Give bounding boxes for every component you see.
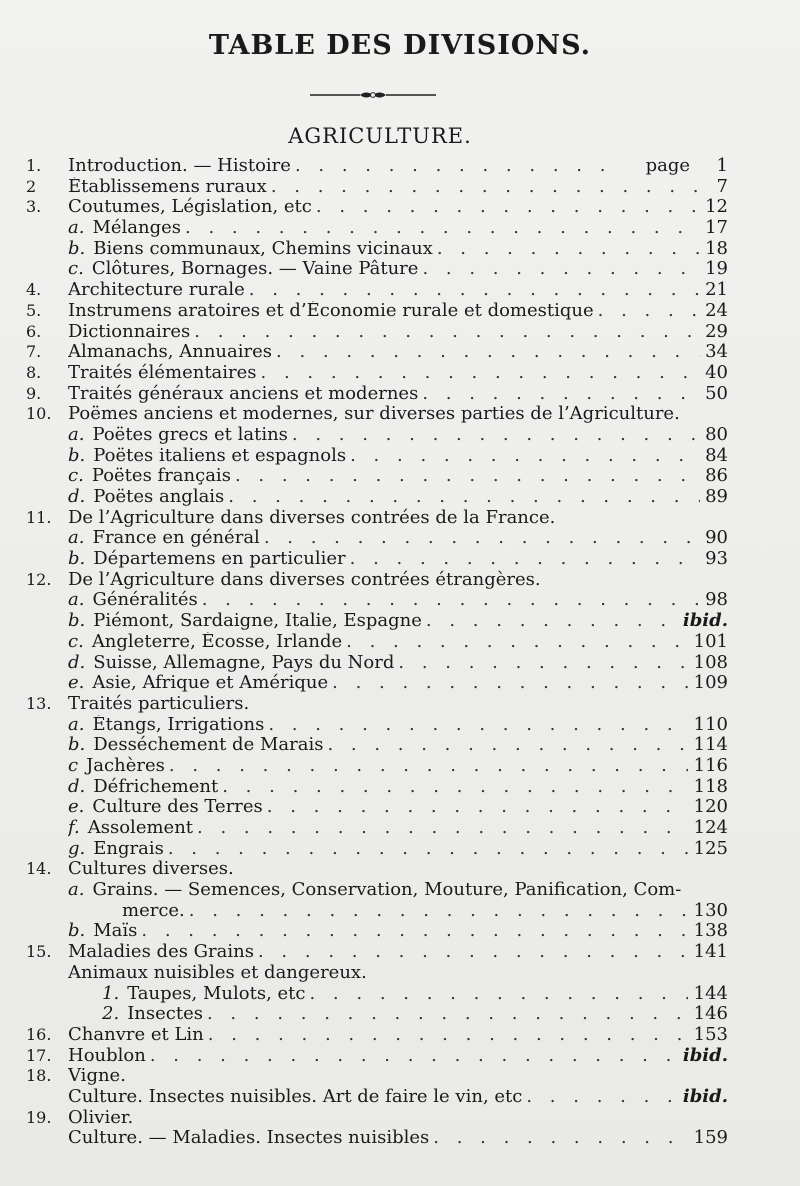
toc-row: [0, 963, 800, 984]
toc-entry-title: Traités généraux anciens et modernes: [68, 383, 419, 404]
toc-entry: [68, 280, 700, 301]
toc-entry: [68, 859, 760, 880]
page-number: 90: [705, 527, 728, 549]
toc-entry: [102, 984, 688, 1005]
page-number: 34: [705, 341, 728, 363]
toc-entry-number: 12.: [26, 569, 52, 589]
page-number: 153: [693, 1023, 728, 1045]
toc-entry: [68, 632, 688, 653]
page-number: 19: [705, 258, 728, 280]
toc-entry-title: Traités particuliers.: [68, 693, 250, 714]
toc-row: [0, 487, 800, 508]
toc-row: [0, 301, 800, 322]
toc-entry: [68, 756, 688, 777]
toc-subentry-letter: c.: [68, 466, 84, 487]
dot-leader: [272, 342, 700, 363]
page-number: 24: [705, 299, 728, 321]
page-number: 50: [705, 382, 728, 404]
toc-row: [0, 590, 800, 611]
toc-subentry-letter: b.: [68, 611, 86, 632]
toc-entry-number: 8.: [26, 362, 42, 382]
toc-entry-number: 18.: [26, 1066, 52, 1086]
toc-entry: [68, 197, 700, 218]
toc-entry-title: France en général: [92, 528, 260, 549]
toc-subentry-letter: d.: [68, 652, 86, 673]
toc-subentry-letter: e.: [68, 797, 85, 818]
toc-entry: [68, 549, 700, 570]
toc-row: [0, 363, 800, 384]
toc-entry-number: 1.: [26, 156, 42, 175]
toc-entry-title: Poëtes italiens et espagnols: [93, 445, 347, 466]
toc-entry-number: 17.: [26, 1045, 52, 1065]
toc-entry-title: Introduction. — Histoire: [68, 156, 291, 176]
dot-leader: [260, 528, 700, 549]
toc-entry-title: Taupes, Mulots, etc: [127, 983, 306, 1004]
dot-leader: [312, 197, 700, 218]
ornament-divider: [310, 88, 436, 102]
toc-entry: [68, 797, 688, 818]
toc-entry: [68, 673, 688, 694]
toc-row: [0, 384, 800, 405]
toc-entry: [68, 1108, 760, 1129]
toc-entry-number: 15.: [26, 942, 52, 962]
toc-entry: [68, 1066, 760, 1087]
toc-row: [0, 259, 800, 280]
dot-leader: [429, 1128, 688, 1149]
dot-leader: [146, 1046, 676, 1067]
toc-entry: [68, 259, 700, 280]
toc-entry-title: Départemens en particulier: [93, 549, 346, 570]
dot-leader: [328, 673, 688, 694]
toc-entry-title: Insectes: [127, 1004, 203, 1025]
toc-entry: [68, 508, 760, 529]
toc-row: [0, 859, 800, 880]
toc-row: [0, 735, 800, 756]
toc-entry-title: De l’Agriculture dans diverses contrées de la France.: [68, 507, 556, 528]
page-number: 21: [705, 279, 728, 301]
toc-row: [0, 632, 800, 653]
page-number: 17: [705, 217, 728, 239]
dot-leader: [342, 632, 688, 653]
page-number: 109: [693, 672, 728, 694]
toc-entry-number: 2: [26, 176, 37, 196]
toc-entry-title: Houblon: [68, 1045, 146, 1066]
toc-entry: [68, 715, 688, 736]
toc-entry: [68, 777, 688, 798]
toc-entry-title: Instrumens aratoires et d’Économie rurale et domestique: [68, 300, 594, 321]
toc-entry: [68, 880, 760, 901]
dot-leader: [418, 384, 700, 405]
toc-subentry-letter: b.: [68, 735, 86, 756]
dot-leader: [245, 280, 700, 301]
page-number: 146: [693, 1003, 728, 1025]
toc-entry-title: Culture. — Maladies. Insectes nuisibles: [68, 1128, 430, 1149]
toc-entry-number: 6.: [26, 321, 42, 341]
toc-row: [0, 611, 800, 632]
page-title: TABLE DES DIVISIONS.: [208, 30, 592, 61]
page-number: 29: [705, 320, 728, 342]
toc-entry: [68, 839, 688, 860]
toc-entry: [68, 1025, 688, 1046]
toc-row: [0, 528, 800, 549]
toc-entry-number: 11.: [26, 507, 52, 527]
toc-row: [0, 322, 800, 343]
dot-leader: [305, 984, 688, 1005]
toc-row: [0, 777, 800, 798]
toc-row: [0, 694, 800, 715]
toc-row: [0, 1128, 800, 1149]
dot-leader: [418, 259, 700, 280]
toc-entry-title: Engrais: [93, 838, 164, 859]
toc-entry-number: 10.: [26, 404, 52, 424]
page-number: 110: [693, 713, 728, 735]
dot-leader: [198, 590, 700, 611]
toc-subentry-letter: 1.: [102, 983, 120, 1004]
toc-entry: [68, 177, 700, 198]
toc-entry-title: Défrichement: [93, 776, 219, 797]
toc-entry-title: Suisse, Allemagne, Pays du Nord: [93, 652, 395, 673]
toc-subentry-letter: d.: [68, 487, 86, 507]
dot-leader: [264, 715, 688, 736]
toc-entry: [68, 528, 700, 549]
page-number: 12: [705, 196, 728, 218]
toc-row: [0, 1025, 800, 1046]
toc-row: [0, 156, 800, 177]
toc-entry-title: Biens communaux, Chemins vicinaux: [93, 238, 433, 259]
page-number: 108: [693, 651, 728, 673]
toc-row: [0, 177, 800, 198]
toc-subentry-letter: g.: [68, 838, 86, 859]
toc-entry: [68, 425, 700, 446]
page-number: ibid.: [682, 1044, 728, 1066]
toc-entry-number: 16.: [26, 1024, 52, 1044]
toc-entry-title: Almanachs, Annuaires: [68, 342, 272, 363]
toc-entry: [68, 735, 688, 756]
dot-leader: [165, 756, 688, 777]
toc-row: [0, 570, 800, 591]
toc-entry: [122, 901, 688, 922]
page-number: 89: [705, 486, 728, 507]
page-number: ibid.: [682, 610, 728, 632]
toc-row: [0, 197, 800, 218]
toc-row: [0, 1087, 800, 1108]
page-number: 138: [693, 920, 728, 942]
page-number: 98: [705, 589, 728, 611]
toc-row: [0, 280, 800, 301]
toc-row: [0, 218, 800, 239]
dot-leader: [422, 611, 676, 632]
toc-subentry-letter: e.: [68, 673, 85, 694]
toc-subentry-letter: b.: [68, 238, 86, 259]
page-number: 116: [693, 754, 728, 776]
toc-entry: [68, 239, 700, 260]
toc-entry-title: Maïs: [93, 921, 138, 942]
toc-entry-title: Cultures diverses.: [68, 859, 234, 880]
dot-leader: [204, 1025, 688, 1046]
toc-entry: [68, 818, 688, 839]
toc-entry: [68, 487, 700, 508]
dot-leader: [394, 653, 688, 674]
toc-subentry-letter: a.: [68, 880, 85, 901]
page-number: 86: [705, 465, 728, 487]
toc-entry-title: Culture. Insectes nuisibles. Art de faire le vin, etc: [68, 1086, 523, 1107]
toc-entry: [68, 156, 618, 177]
dot-leader: [193, 818, 688, 839]
toc-row: [0, 549, 800, 570]
toc-row: [0, 1004, 800, 1025]
dot-leader: [323, 735, 688, 756]
toc-entry-title: Maladies des Grains: [68, 942, 254, 963]
toc-row: [0, 818, 800, 839]
dot-leader: [263, 797, 688, 818]
toc-entry: [68, 611, 676, 632]
toc-entry: [68, 384, 700, 405]
dot-leader: [164, 839, 688, 860]
toc-entry: [68, 1046, 676, 1067]
toc-entry-title: Chanvre et Lin: [68, 1024, 204, 1045]
page-number: 118: [693, 775, 728, 797]
page-number: ibid.: [682, 1085, 728, 1107]
page-number: 124: [693, 817, 728, 838]
toc-row: [0, 715, 800, 736]
toc-subentry-letter: a.: [68, 528, 85, 549]
toc-entry: [68, 466, 700, 487]
toc-entry-title: Piémont, Sardaigne, Italie, Espagne: [93, 611, 422, 632]
toc-entry: [68, 942, 688, 963]
toc-entry-title: Angleterre, Écosse, Irlande: [91, 631, 343, 652]
dot-leader: [267, 177, 700, 198]
toc-entry: [68, 446, 700, 467]
toc-subentry-letter: a.: [68, 424, 85, 445]
toc-entry: [68, 590, 700, 611]
toc-entry-number: 9.: [26, 383, 42, 403]
page-number: 93: [705, 548, 728, 570]
page-number: 159: [693, 1127, 728, 1149]
toc-entry-title: Vigne.: [68, 1066, 126, 1087]
toc-entry-title: Poëtes anglais: [93, 487, 225, 507]
toc-entry-title: Olivier.: [68, 1107, 134, 1128]
toc-entry-title: Architecture rurale: [68, 280, 245, 301]
dot-leader: [346, 446, 700, 467]
toc-entry: [68, 921, 688, 942]
page-number: 141: [693, 941, 728, 963]
toc-row: [0, 942, 800, 963]
toc-entry-number: 14.: [26, 859, 52, 879]
dot-leader: [181, 218, 700, 239]
toc-subentry-letter: d.: [68, 776, 86, 797]
toc-row: [0, 901, 800, 922]
toc-entry-title: Culture des Terres: [92, 797, 263, 818]
toc-subentry-letter: b.: [68, 549, 86, 570]
page-number: 125: [693, 837, 728, 859]
toc-subentry-letter: c.: [68, 631, 84, 652]
toc-row: [0, 653, 800, 674]
toc-entry-number: 3.: [26, 197, 42, 217]
toc-entry-title: merce.: [122, 900, 185, 921]
toc-row: [0, 1046, 800, 1067]
dot-leader: [257, 363, 700, 384]
toc-entry: [68, 218, 700, 239]
toc-subentry-letter: a.: [68, 590, 85, 611]
toc-entry: [68, 404, 760, 425]
toc-entry-number: 5.: [26, 300, 42, 320]
toc-row: [0, 839, 800, 860]
dot-leader: [190, 322, 700, 343]
toc-entry: [68, 342, 700, 363]
toc-row: [0, 425, 800, 446]
page-number: 18: [705, 237, 728, 259]
toc-entry: [68, 322, 700, 343]
toc-entry: [68, 363, 700, 384]
toc-entry: [102, 1004, 688, 1025]
page-number: 130: [693, 899, 728, 921]
toc-entry-title: Étangs, Irrigations: [92, 714, 265, 735]
toc-entry-title: Établissemens ruraux: [68, 176, 267, 197]
dot-leader: [231, 466, 700, 487]
toc-entry-number: 7.: [26, 342, 42, 362]
page-number: 114: [693, 734, 728, 756]
toc-entry-title: Coutumes, Législation, etc: [68, 197, 312, 218]
dot-leader: [218, 777, 688, 798]
toc-row: [0, 880, 800, 901]
toc-entry: [68, 1087, 676, 1108]
toc-entry: [68, 301, 700, 322]
toc-entry-title: Dictionnaires: [68, 321, 191, 342]
toc-subentry-letter: a.: [68, 218, 85, 239]
toc-entry-title: Généralités: [92, 590, 198, 611]
dot-leader: [137, 921, 688, 942]
toc-row: [0, 673, 800, 694]
toc-entry-title: Mélanges: [92, 218, 182, 239]
dot-leader: [203, 1004, 688, 1025]
toc-entry-title: Poëtes français: [91, 466, 231, 487]
toc-entry-number: 4.: [26, 280, 42, 300]
toc-entry-title: Grains. — Semences, Conservation, Mouture, Panification, Com-: [92, 880, 682, 901]
toc-entry: [68, 963, 760, 984]
dot-leader: [433, 239, 700, 260]
toc-entry-title: Poëtes grecs et latins: [92, 424, 288, 445]
dot-leader: [522, 1087, 676, 1108]
toc-row: [0, 1108, 800, 1129]
dot-leader: [254, 942, 688, 963]
toc-entry-title: De l’Agriculture dans diverses contrées étrangères.: [68, 569, 541, 590]
page-number: 120: [693, 796, 728, 818]
dot-leader: [346, 549, 700, 570]
toc-entry-title: Clôtures, Bornages. — Vaine Pâture: [91, 259, 419, 280]
dot-leader: [291, 156, 618, 177]
toc-subentry-letter: f.: [68, 818, 80, 838]
toc-entry: [68, 570, 760, 591]
toc-row: [0, 984, 800, 1005]
page-number: 84: [705, 444, 728, 466]
toc-entry-number: 13.: [26, 693, 52, 713]
toc-entry: [68, 1128, 688, 1149]
toc-row: [0, 508, 800, 529]
page-number: 101: [693, 630, 728, 652]
section-heading: AGRICULTURE.: [288, 124, 472, 148]
toc-subentry-letter: b.: [68, 921, 86, 942]
toc-entry-title: Desséchement de Marais: [93, 735, 324, 756]
toc-subentry-letter: a.: [68, 714, 85, 735]
toc-row: [0, 342, 800, 363]
toc-row: [0, 466, 800, 487]
toc-subentry-letter: b.: [68, 445, 86, 466]
toc-entry-title: Poëmes anciens et modernes, sur diverses parties de l’Agriculture.: [68, 404, 680, 425]
toc-row: [0, 446, 800, 467]
toc-row: [0, 1066, 800, 1087]
toc-subentry-letter: 2.: [102, 1004, 120, 1025]
toc-row: [0, 797, 800, 818]
page-number: 144: [693, 982, 728, 1004]
toc-row: [0, 756, 800, 777]
toc-subentry-letter: c: [68, 755, 79, 776]
toc-entry-title: Jachères: [86, 755, 165, 776]
page-number: 40: [705, 361, 728, 383]
page-label: page: [645, 155, 690, 176]
toc-entry-title: Animaux nuisibles et dangereux.: [68, 962, 367, 983]
page-number: 80: [705, 423, 728, 445]
toc-row: [0, 404, 800, 425]
toc-entry-title: Assolement: [87, 818, 194, 838]
table-of-contents: [0, 156, 800, 1149]
toc-row: [0, 921, 800, 942]
toc-entry: [68, 653, 688, 674]
toc-subentry-letter: c.: [68, 259, 84, 280]
toc-entry: [68, 694, 760, 715]
dot-leader: [224, 487, 700, 508]
toc-entry-title: Asie, Afrique et Amérique: [92, 673, 329, 694]
toc-entry-title: Traités élémentaires: [68, 362, 257, 383]
toc-row: [0, 239, 800, 260]
dot-leader: [594, 301, 700, 322]
toc-entry-number: 19.: [26, 1107, 52, 1127]
dot-leader: [288, 425, 700, 446]
page-number: 1: [716, 155, 728, 176]
page-number: 7: [716, 175, 728, 197]
dot-leader: [185, 901, 688, 922]
